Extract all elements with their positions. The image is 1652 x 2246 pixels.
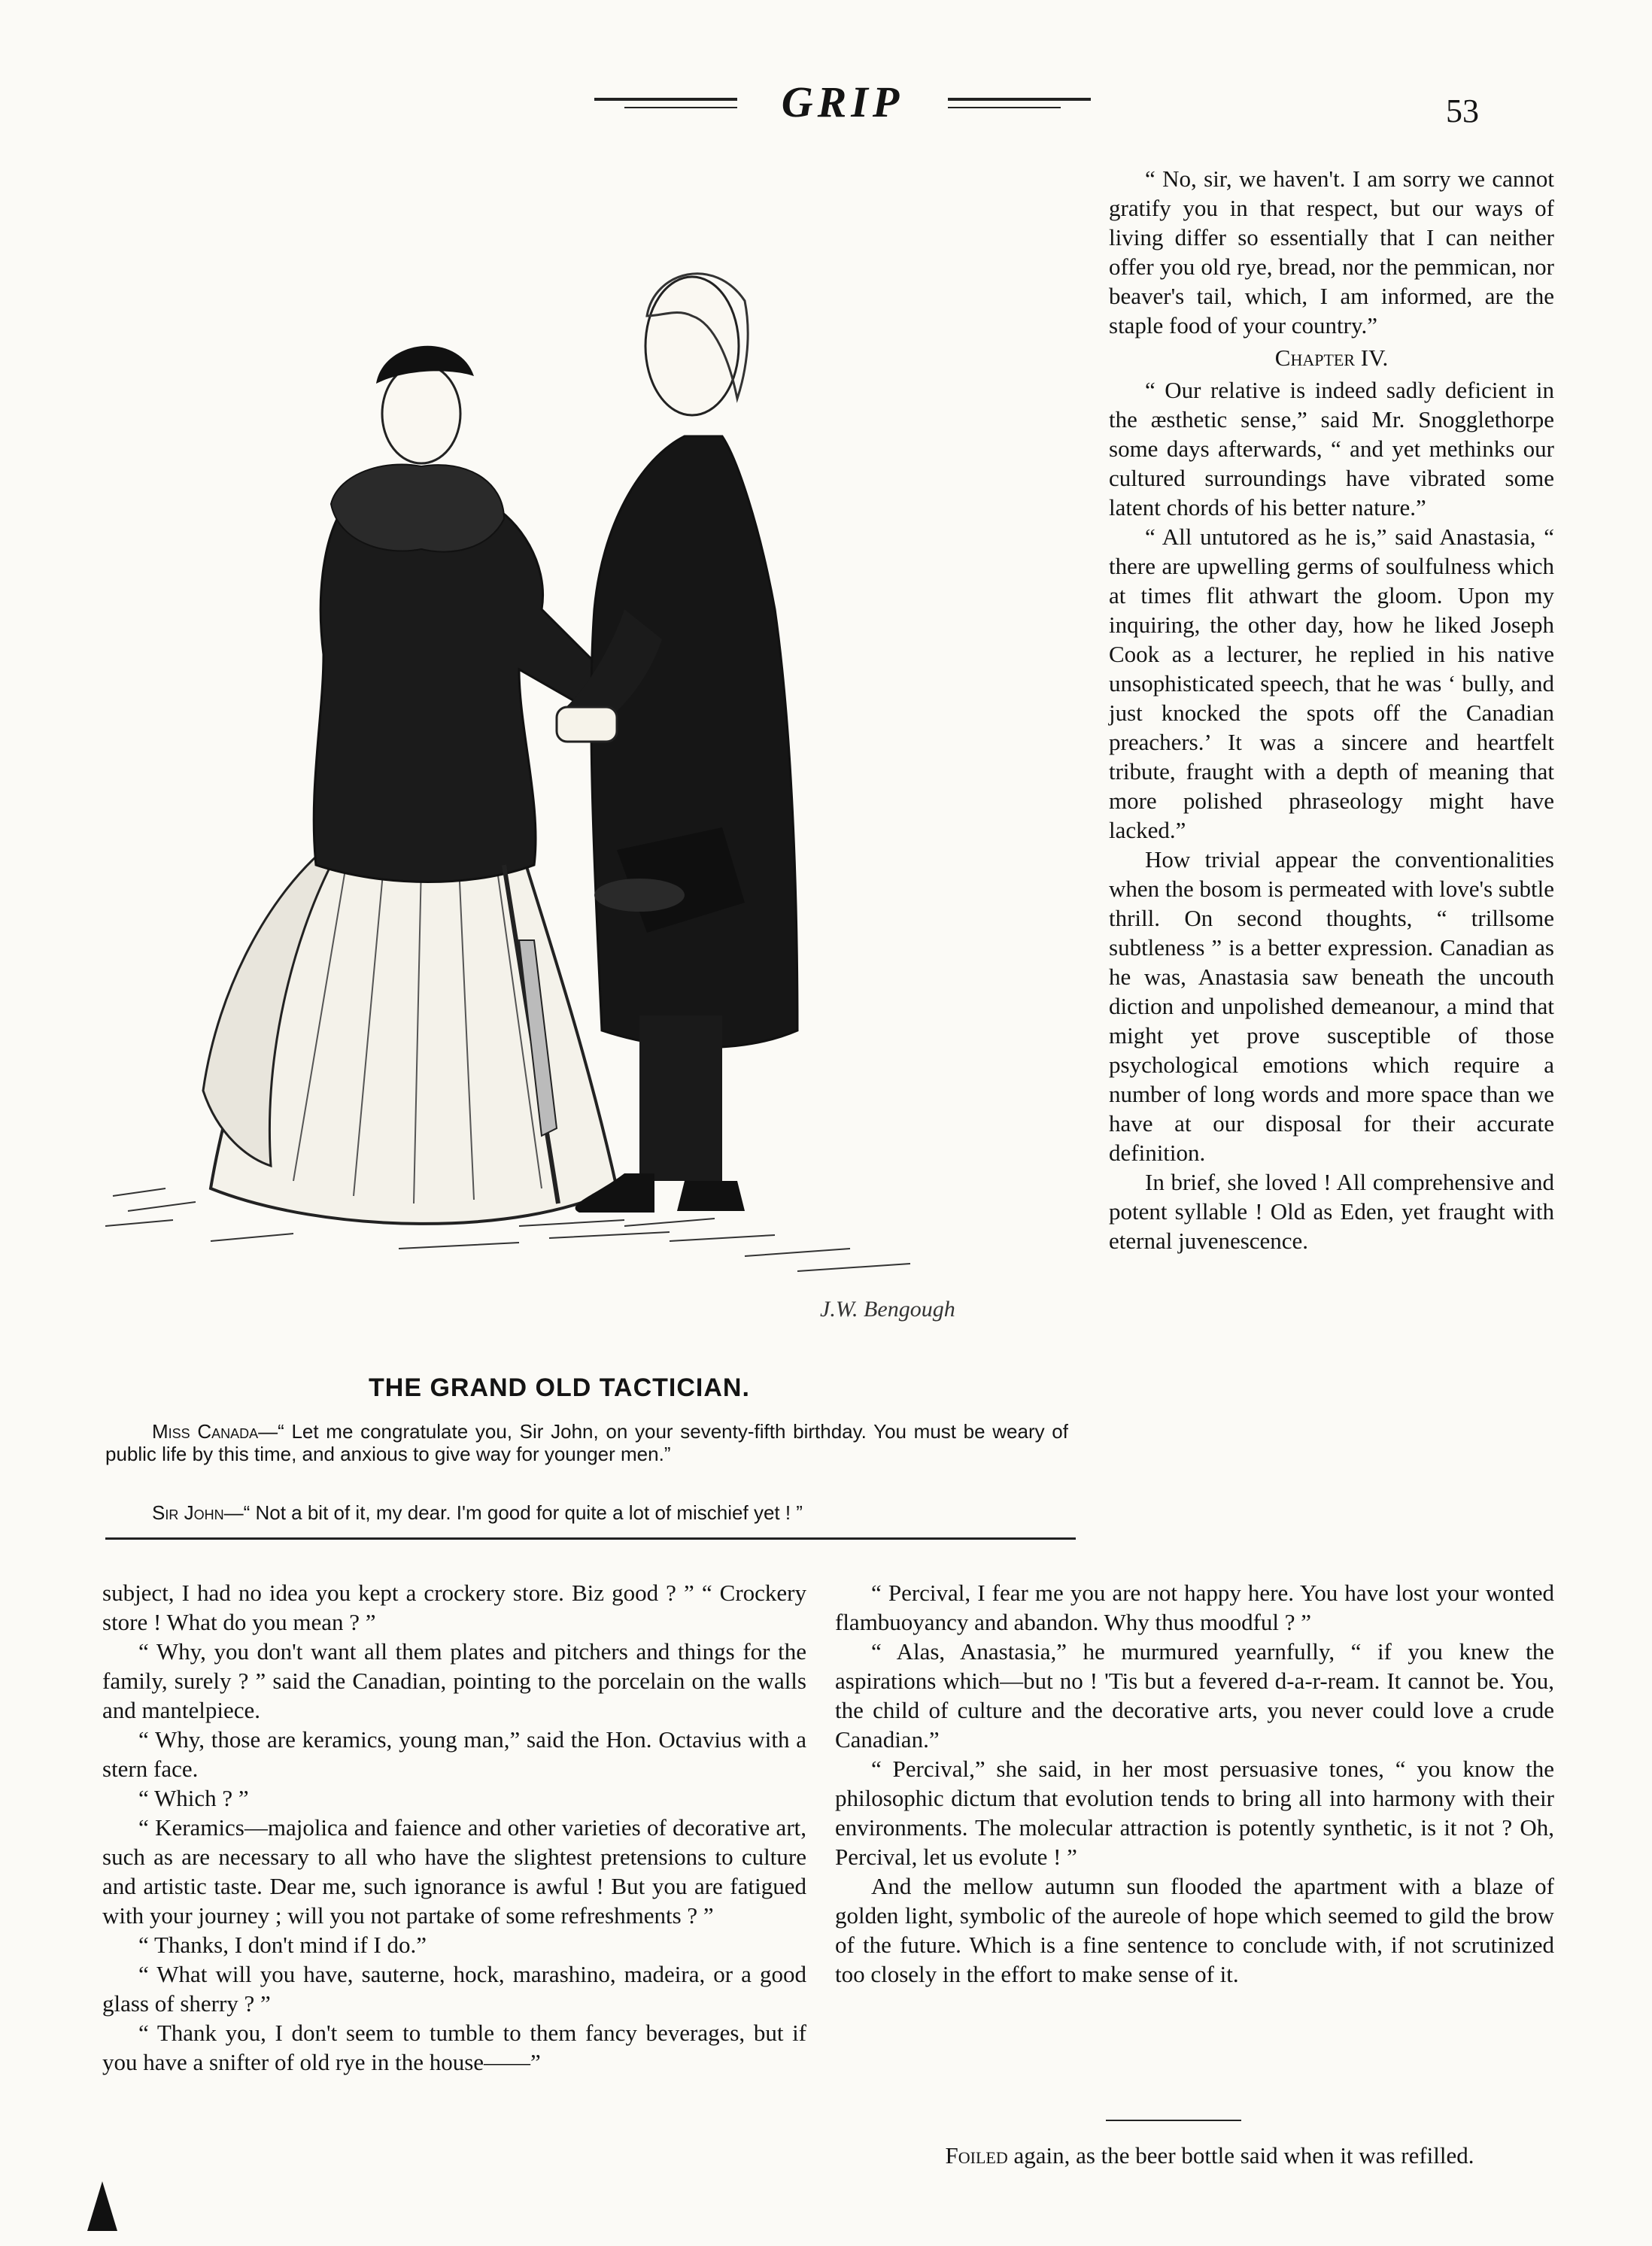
corner-mark <box>87 2181 117 2231</box>
caption-divider <box>105 1537 1076 1540</box>
masthead-rule-right <box>948 98 1091 101</box>
paragraph: “ Keramics—majolica and faience and other varieties of decorative art, such as are necessary to all who have the slightest pretensions to culture and artistic taste. Dear me, such ignorance is awful ! But you are fatigued with your journey ; will you not partake of some refreshments ? ” <box>102 1814 806 1929</box>
paragraph: How trivial appear the conventionalities when the bosom is permeated with love's subtle thrill. On second thoughts, “ trillsome subtleness ” is a better expression. Canadian as he was, Anastasia saw beneath the uncouth diction and unpolished demeanour, a mind that might yet prove susceptible of those psychological emotions which require a number of long words and more space than we have at our disposal for their accurate definition. <box>1109 846 1554 1166</box>
chapter-heading: Chapter IV. <box>1274 344 1389 371</box>
caption-sir-john <box>152 1501 1070 1524</box>
man-shoe-right <box>677 1181 745 1211</box>
paragraph: “ Why, you don't want all them plates and pitchers and things for the family, surely ? ” said the Canadian, pointing to the porcelain on the walls and mantelpiece. <box>102 1638 806 1723</box>
masthead <box>594 77 1091 126</box>
footer-note-text: again, as the beer bottle said when it was refilled. <box>1007 2142 1474 2169</box>
right-column-bottom <box>835 1578 1554 1989</box>
page-number: 53 <box>1446 93 1479 129</box>
publication-title: GRIP <box>781 77 904 126</box>
paragraph: “ Which ? ” <box>138 1785 249 1811</box>
paragraph: “ Why, those are keramics, young man,” said the Hon. Octavius with a stern face. <box>102 1726 806 1782</box>
speaker-miss-canada: Miss Canada <box>152 1420 259 1443</box>
paragraph: “ Percival,” she said, in her most persuasive tones, “ you know the philosophic dictum that evolution tends to bring all into harmony with their environments. The molecular attraction is potently synthetic, is it not ? Oh, Percival, let us evolute ! ” <box>835 1756 1554 1870</box>
footer-note <box>865 2142 1554 2169</box>
caption-title: THE GRAND OLD TACTICIAN. <box>369 1373 750 1402</box>
paragraph: subject, I had no idea you kept a crockery store. Biz good ? ” “ Crockery store ! What do you mean ? ” <box>102 1580 806 1635</box>
handshake <box>557 707 617 742</box>
paragraph: “ All untutored as he is,” said Anastasia, “ there are upwelling germs of soulfulness which at times flit athwart the gloom. Upon my inquiring, the other day, how he liked Joseph Cook as a lecturer, he replied in his native unsophisticated speech, that he was ‘ bully, and just knocked the spots off the Canadian preachers.’ It was a sincere and heartfelt tribute, fraught with a depth of meaning that more polished phraseology might have lacked.” <box>1109 524 1554 843</box>
masthead-rule-left <box>594 98 737 101</box>
man-legs <box>639 1015 722 1181</box>
cartoon-illustration <box>98 188 985 1361</box>
right-column-top <box>1109 164 1554 1255</box>
artist-signature: J.W. Bengough <box>820 1297 955 1322</box>
footer-note-lead: Foiled <box>945 2142 1008 2169</box>
paragraph: And the mellow autumn sun flooded the apartment with a blaze of golden light, symbolic of the aureole of hope which seemed to gild the brow of the future. Which is a fine sentence to conclude with, if not scrutinized too closely in the effort to make sense of it. <box>835 1873 1554 1987</box>
caption-line-1: —“ Let me congratulate you, Sir John, on your seventy-fifth birthday. You must be weary of public life by this time, and anxious to give way for younger men.” <box>105 1420 1068 1465</box>
woman-fur-collar <box>331 464 504 551</box>
paragraph: “ What will you have, sauterne, hock, marashino, madeira, or a good glass of sherry ? ” <box>102 1961 806 2017</box>
paragraph: “ Thanks, I don't mind if I do.” <box>138 1932 427 1958</box>
paragraph: “ Thank you, I don't seem to tumble to them fancy beverages, but if you have a snifter of old rye in the house——” <box>102 2020 806 2075</box>
caption-line-2: —“ Not a bit of it, my dear. I'm good for quite a lot of mischief yet ! ” <box>223 1501 803 1524</box>
man-coat <box>591 436 797 1048</box>
left-column-bottom <box>102 1578 806 2077</box>
speaker-sir-john: Sir John <box>152 1501 224 1524</box>
masthead-rule-right-thin <box>948 107 1061 108</box>
paragraph: “ Our relative is indeed sadly deficient in the æsthetic sense,” said Mr. Snogglethorpe some days afterwards, “ and yet methinks our cultured surroundings have vibrated some latent chords of his better nature.” <box>1109 377 1554 521</box>
paragraph: “ Percival, I fear me you are not happy here. You have lost your wonted flambuoyancy and abandon. Why thus moodful ? ” <box>835 1580 1554 1635</box>
paragraph: In brief, she loved ! All comprehensive and potent syllable ! Old as Eden, yet fraught with eternal juvenescence. <box>1109 1169 1554 1254</box>
paragraph: “ Alas, Anastasia,” he murmured yearnfully, “ if you knew the aspirations which—but no ! 'Tis but a fevered d-a-r-ream. It cannot be. You, the child of culture and the decorative arts, you never could love a crude Canadian.” <box>835 1638 1554 1753</box>
caption-miss-canada <box>105 1420 1068 1465</box>
masthead-rule-left-thin <box>624 107 737 108</box>
man-head <box>645 277 739 415</box>
footer-divider <box>1106 2120 1241 2121</box>
paragraph: “ No, sir, we haven't. I am sorry we cannot gratify you in that respect, but our ways of living differ so essentially that I can neither offer you old rye, bread, nor the pemmican, nor beaver's tail, which, I am informed, are the staple food of your country.” <box>1109 165 1554 338</box>
woman-head <box>382 364 460 463</box>
